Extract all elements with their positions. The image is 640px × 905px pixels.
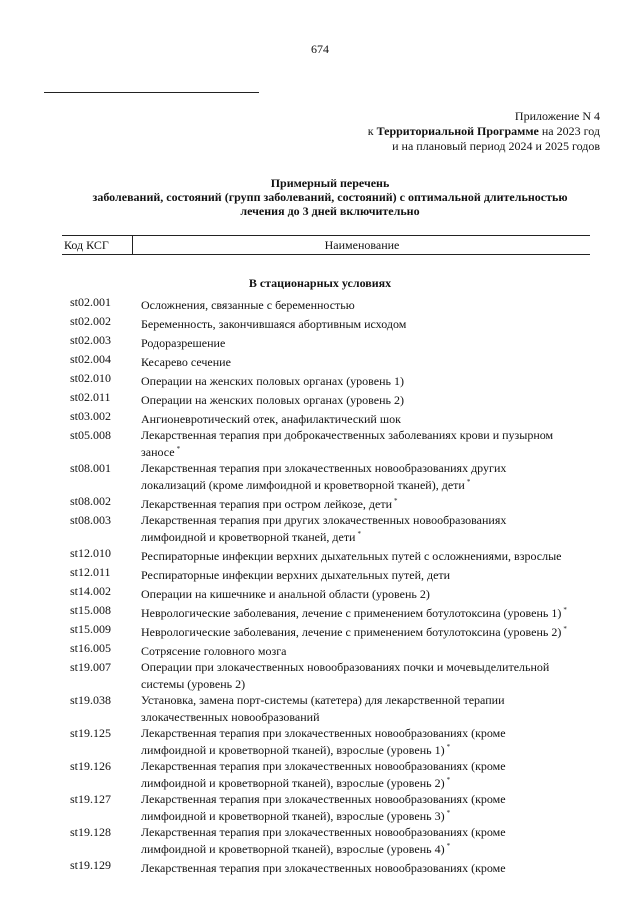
footnote-star: * [446, 743, 451, 751]
top-rule [44, 92, 259, 93]
appendix-line1: Приложение N 4 [514, 109, 600, 123]
row-code: st19.125 [70, 726, 112, 740]
row-code: st19.129 [70, 858, 112, 872]
row-name [141, 660, 570, 691]
table-row [70, 494, 570, 511]
row-name [141, 295, 570, 312]
row-code: st19.126 [70, 759, 112, 773]
footnote-star: * [563, 625, 567, 633]
row-name-text: Операции на кишечнике и анальной области (уровень 2) [141, 587, 430, 601]
table-row [70, 333, 570, 350]
row-name-text: Беременность, закончившаяся абортивным исходом [141, 317, 407, 331]
row-code: st02.001 [70, 295, 112, 309]
row-name-text: Лекарственная терапия при злокачественных новообразованиях (кроме лимфоидной и кроветворной тканей), взрослые (уровень 1) [141, 726, 506, 757]
footnote-star: * [357, 530, 361, 538]
footnote-star: * [176, 445, 181, 453]
title-line2: заболеваний, состояний (групп заболеваний, состояний) с оптимальной длительностью [92, 190, 568, 204]
row-code: st16.005 [70, 641, 112, 655]
row-name-text: Респираторные инфекции верхних дыхательных путей с осложнениями, взрослые [141, 549, 562, 563]
row-name [141, 858, 570, 875]
row-name [141, 759, 570, 790]
row-name [141, 409, 570, 426]
row-name [141, 693, 570, 724]
row-name-text: Неврологические заболевания, лечение с применением ботулотоксина (уровень 1) [141, 606, 562, 620]
appendix-line3: и на плановый период 2024 и 2025 годов [392, 139, 600, 153]
row-name [141, 352, 570, 369]
row-name-text: Лекарственная терапия при других злокачественных новообразованиях лимфоидной и кроветворной тканей, дети [141, 513, 507, 544]
table-row [70, 603, 570, 620]
table-row [70, 622, 570, 639]
row-code: st08.001 [70, 461, 112, 475]
row-name-text: Кесарево сечение [141, 355, 231, 369]
table-row [70, 584, 570, 601]
footnote-star: * [563, 606, 567, 614]
header-name: Наименование [324, 238, 400, 252]
row-name [141, 622, 570, 639]
row-code: st19.128 [70, 825, 112, 839]
document-title [40, 176, 620, 218]
row-name [141, 314, 570, 331]
row-name [141, 333, 570, 350]
footnote-star: * [466, 478, 471, 486]
appendix-program-name: Территориальной Программе [376, 124, 539, 138]
table-header [62, 235, 590, 255]
appendix-line2 [368, 124, 600, 139]
row-name-text: Лекарственная терапия при злокачественных новообразованиях (кроме лимфоидной и кроветворной тканей), взрослые (уровень 2) [141, 759, 506, 790]
row-name [141, 792, 570, 823]
table-row [70, 693, 570, 724]
row-name [141, 371, 570, 388]
row-code: st12.011 [70, 565, 111, 579]
row-code: st08.003 [70, 513, 112, 527]
title-line3: лечения до 3 дней включительно [240, 204, 420, 218]
table-row [70, 295, 570, 312]
footnote-star: * [446, 776, 451, 784]
footnote-star: * [446, 809, 451, 817]
table-row [70, 565, 570, 582]
table-row [70, 660, 570, 691]
footnote-star: * [394, 497, 398, 505]
row-code: st02.004 [70, 352, 112, 366]
row-name [141, 726, 570, 757]
row-name-text: Лекарственная терапия при злокачественных новообразованиях (кроме лимфоидной и кроветворной тканей), взрослые (уровень 3) [141, 792, 506, 823]
row-name-text: Лекарственная терапия при злокачественных новообразованиях (кроме лимфоидной и кроветворной тканей), взрослые (уровень 4) [141, 825, 506, 856]
table-row [70, 759, 570, 790]
row-name [141, 825, 570, 856]
table-row [70, 461, 570, 492]
footnote-star: * [446, 842, 451, 850]
row-name-text: Лекарственная терапия при остром лейкозе, дети [141, 497, 392, 511]
row-name-text: Операции при злокачественных новообразованиях почки и мочевыделительной системы (уровень 2) [141, 660, 550, 691]
appendix-block [368, 109, 600, 154]
row-name [141, 513, 570, 544]
table-row [70, 371, 570, 388]
row-code: st02.010 [70, 371, 112, 385]
row-name-text: Родоразрешение [141, 336, 226, 350]
row-name-text: Операции на женских половых органах (уровень 1) [141, 374, 404, 388]
appendix-line2-prefix: к [367, 124, 374, 138]
section-title: В стационарных условиях [248, 276, 392, 290]
row-code: st02.002 [70, 314, 112, 328]
table-row [70, 352, 570, 369]
row-code: st12.010 [70, 546, 112, 560]
row-code: st08.002 [70, 494, 112, 508]
row-code: st19.007 [70, 660, 112, 674]
table-row [70, 428, 570, 459]
row-name-text: Лекарственная терапия при злокачественных новообразованиях (кроме [141, 861, 506, 875]
row-code: st15.009 [70, 622, 112, 636]
row-name [141, 641, 570, 658]
row-name [141, 565, 570, 582]
table-row [70, 792, 570, 823]
table-row [70, 513, 570, 544]
row-code: st15.008 [70, 603, 112, 617]
table-row [70, 858, 570, 875]
page-number: 674 [311, 42, 329, 56]
row-code: st14.002 [70, 584, 112, 598]
row-code: st03.002 [70, 409, 112, 423]
table-body [70, 295, 570, 877]
title-line1: Примерный перечень [270, 176, 390, 190]
table-row [70, 546, 570, 563]
table-row [70, 314, 570, 331]
row-name [141, 494, 570, 511]
row-code: st19.127 [70, 792, 112, 806]
row-name [141, 603, 570, 620]
row-name-text: Неврологические заболевания, лечение с применением ботулотоксина (уровень 2) [141, 625, 562, 639]
table-row [70, 390, 570, 407]
row-name-text: Операции на женских половых органах (уровень 2) [141, 393, 404, 407]
row-code: st19.038 [70, 693, 112, 707]
row-name [141, 546, 570, 563]
row-code: st05.008 [70, 428, 112, 442]
row-name-text: Лекарственная терапия при злокачественных новообразованиях других локализаций (кроме лимфоидной и кроветворной тканей), дети [141, 461, 507, 492]
row-name [141, 428, 570, 459]
row-name-text: Осложнения, связанные с беременностью [141, 298, 355, 312]
appendix-line2-suffix: на 2023 год [541, 124, 600, 138]
row-code: st02.003 [70, 333, 112, 347]
row-name-text: Лекарственная терапия при доброкачественных заболеваниях крови и пузырном заносе [141, 428, 554, 459]
table-row [70, 409, 570, 426]
table-row [70, 825, 570, 856]
header-separator [132, 236, 133, 254]
row-name-text: Ангионевротический отек, анафилактический шок [141, 412, 401, 426]
row-name-text: Сотрясение головного мозга [141, 644, 287, 658]
table-row [70, 641, 570, 658]
row-code: st02.011 [70, 390, 111, 404]
row-name [141, 390, 570, 407]
row-name [141, 461, 570, 492]
row-name [141, 584, 570, 601]
row-name-text: Установка, замена порт-системы (катетера) для лекарственной терапии злокачественных новообразований [141, 693, 505, 724]
header-code: Код КСГ [64, 238, 109, 252]
row-name-text: Респираторные инфекции верхних дыхательных путей, дети [141, 568, 451, 582]
table-row [70, 726, 570, 757]
